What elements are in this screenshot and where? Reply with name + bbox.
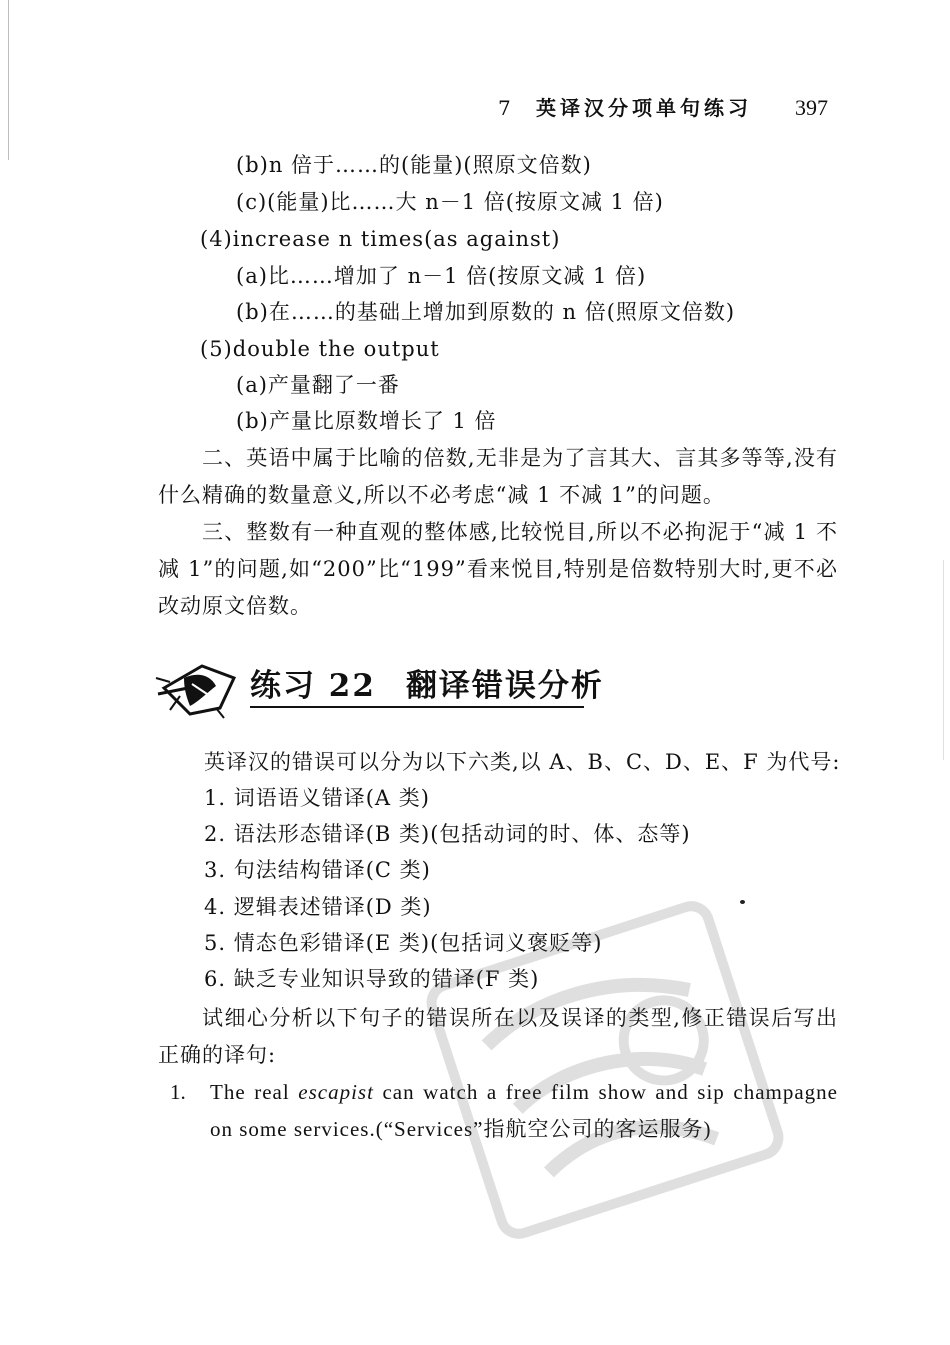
list-line: (b)产量比原数增长了 1 倍 xyxy=(236,409,497,433)
exercise-name: 翻译错误分析 xyxy=(405,668,604,704)
category-item: 5. 情态色彩错译(E 类)(包括词义褒贬等) xyxy=(204,931,603,955)
binding-edge xyxy=(8,0,9,160)
category-item: 4. 逻辑表述错译(D 类) xyxy=(204,895,432,919)
instruction-text: 试细心分析以下句子的错误所在以及误译的类型,修正错误后写出正确的译句: xyxy=(158,1006,838,1067)
intro-text: 英译汉的错误可以分为以下六类,以 A、B、C、D、E、F 为代号: xyxy=(204,750,841,774)
list-line: (4)increase n times(as against) xyxy=(200,227,561,251)
question-number: 1. xyxy=(170,1080,186,1104)
list-line: (a)产量翻了一番 xyxy=(236,373,400,397)
exercise-label: 练习 22 xyxy=(250,668,376,704)
list-line: (a)比……增加了 n－1 倍(按原文减 1 倍) xyxy=(236,264,647,288)
category-item: 2. 语法形态错译(B 类)(包括动词的时、体、态等) xyxy=(204,822,691,846)
category-item: 3. 句法结构错译(C 类) xyxy=(204,858,431,882)
heading-underline xyxy=(250,706,584,708)
paragraph: 三、整数有一种直观的整体感,比较悦目,所以不必拘泥于“减 1 不减 1”的问题,如“200”比“199”看来悦目,特别是倍数特别大时,更不必改动原文倍数。 xyxy=(158,520,838,618)
feather-quill-icon xyxy=(150,648,246,728)
list-line: (b)n 倍于……的(能量)(照原文倍数) xyxy=(236,153,592,177)
page-edge xyxy=(943,560,944,760)
page-number: 397 xyxy=(795,95,828,120)
list-line: (5)double the output xyxy=(200,337,440,361)
chapter-title: 英译汉分项单句练习 xyxy=(536,96,752,120)
paragraph: 二、英语中属于比喻的倍数,无非是为了言其大、言其多等等,没有什么精确的数量意义,所以不必考虑“减 1 不减 1”的问题。 xyxy=(158,446,838,507)
exercise-heading xyxy=(150,648,610,728)
exercise-title xyxy=(250,666,604,706)
chapter-number: 7 xyxy=(498,96,511,120)
print-speck xyxy=(740,900,745,904)
list-line: (b)在……的基础上增加到原数的 n 倍(照原文倍数) xyxy=(236,300,736,324)
category-item: 6. 缺乏专业知识导致的错译(F 类) xyxy=(204,967,540,991)
question-text-rest: can watch a free film show and sip champagne on some services.(“Services”指航空公司的客运服务) xyxy=(210,1080,838,1141)
running-head xyxy=(498,92,838,124)
question-italic-term: escapist xyxy=(298,1080,374,1104)
list-line: (c)(能量)比……大 n－1 倍(按原文减 1 倍) xyxy=(236,190,664,214)
category-item: 1. 词语语义错译(A 类) xyxy=(204,786,430,810)
question-text-start: The real xyxy=(210,1080,299,1104)
